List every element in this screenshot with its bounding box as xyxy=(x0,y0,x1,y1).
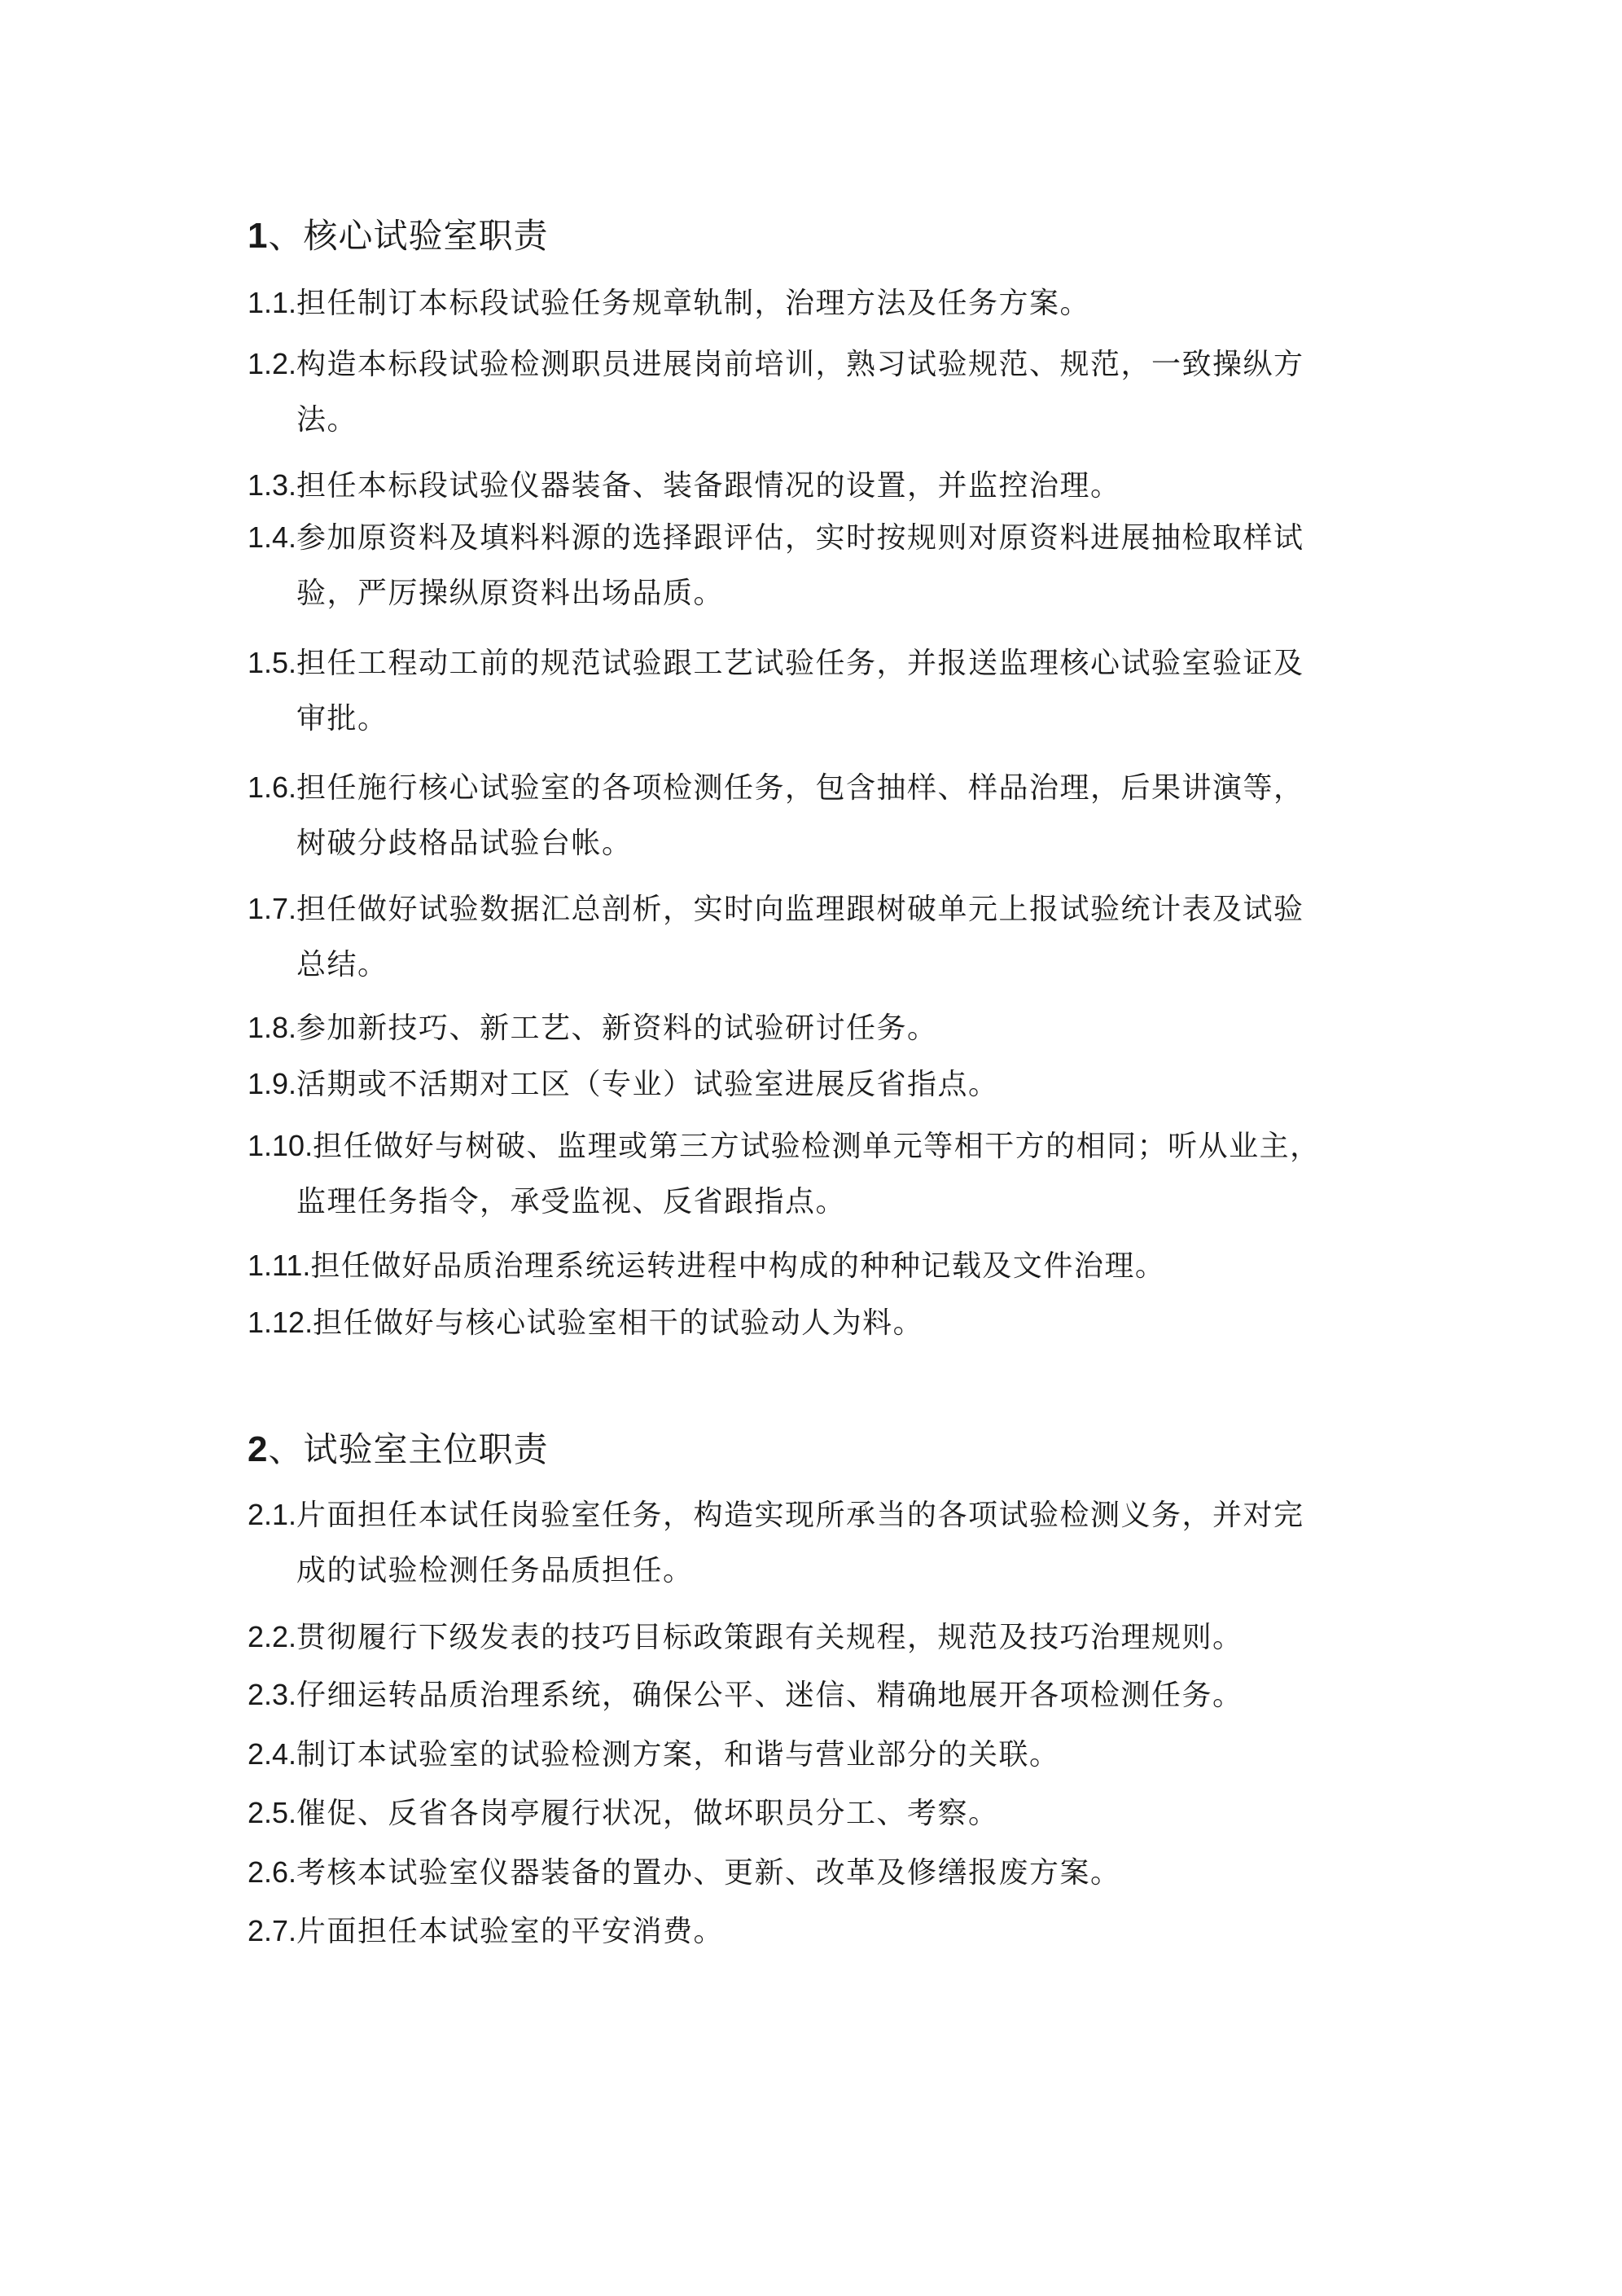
item-number: 2.5. xyxy=(248,1796,297,1829)
section-heading xyxy=(248,213,549,259)
section-number: 2 xyxy=(248,1429,269,1469)
section-title: 、核心试验室职责 xyxy=(268,216,549,256)
list-item xyxy=(248,1727,1339,1783)
item-text: 构造本标段试验检测职员进展岗前培训，熟习试验规范、规范，一致操纵方 xyxy=(296,348,1304,381)
list-item xyxy=(248,760,1339,871)
item-text: 贯彻履行下级发表的技巧目标政策跟有关规程，规范及技巧治理规则。 xyxy=(296,1621,1243,1654)
item-text-continued: 法。 xyxy=(296,403,358,437)
list-item xyxy=(248,1609,1339,1666)
item-number: 1.8. xyxy=(248,1011,297,1044)
list-item xyxy=(248,275,1339,331)
item-text-continued: 总结。 xyxy=(296,948,388,981)
section-number: 1 xyxy=(248,216,269,256)
list-item xyxy=(248,635,1339,747)
item-text: 担任做好试验数据汇总剖析，实时向监理跟树破单元上报试验统计表及试验 xyxy=(296,893,1304,926)
item-number: 2.7. xyxy=(248,1914,297,1947)
item-number: 1.2. xyxy=(248,347,297,380)
list-item xyxy=(248,1295,1339,1351)
item-number: 1.9. xyxy=(248,1067,297,1100)
item-text: 片面担任本试验室的平安消费。 xyxy=(296,1915,725,1948)
item-number: 1.10. xyxy=(248,1129,313,1162)
item-text: 担任做好与核心试验室相干的试验动人为料。 xyxy=(313,1306,924,1340)
list-item xyxy=(248,458,1339,514)
item-text: 参加新技巧、新工艺、新资料的试验研讨任务。 xyxy=(296,1012,938,1045)
item-number: 1.1. xyxy=(248,286,297,319)
list-item xyxy=(248,1785,1339,1842)
item-text: 担任做好品质治理系统运转进程中构成的种种记载及文件治理。 xyxy=(310,1249,1166,1283)
item-text: 仔细运转品质治理系统，确保公平、迷信、精确地展开各项检测任务。 xyxy=(296,1679,1243,1712)
item-text-continued: 验，严厉操纵原资料出场品质。 xyxy=(296,577,725,610)
item-text: 片面担任本试任岗验室任务，构造实现所承当的各项试验检测义务，并对完 xyxy=(296,1499,1304,1532)
item-text: 制订本试验室的试验检测方案，和谐与营业部分的关联。 xyxy=(296,1738,1060,1771)
list-item xyxy=(248,1118,1339,1230)
item-number: 2.3. xyxy=(248,1678,297,1711)
item-number: 2.2. xyxy=(248,1620,297,1653)
item-number: 1.12. xyxy=(248,1306,313,1339)
list-item xyxy=(248,336,1339,448)
item-text-continued: 成的试验检测任务品质担任。 xyxy=(296,1554,694,1587)
item-number: 1.5. xyxy=(248,646,297,679)
list-item xyxy=(248,1238,1339,1294)
list-item xyxy=(248,1903,1339,1960)
section-heading xyxy=(248,1427,549,1473)
item-number: 1.6. xyxy=(248,770,297,804)
list-item xyxy=(248,510,1339,621)
item-text-continued: 树破分歧格品试验台帐。 xyxy=(296,827,633,860)
list-item xyxy=(248,1667,1339,1723)
item-text: 活期或不活期对工区（专业）试验室进展反省指点。 xyxy=(296,1068,999,1101)
item-text: 担任做好与树破、监理或第三方试验检测单元等相干方的相同；听从业主， xyxy=(313,1130,1321,1163)
section-title: 、试验室主位职责 xyxy=(268,1429,549,1469)
item-number: 1.11. xyxy=(248,1249,311,1282)
item-text: 担任工程动工前的规范试验跟工艺试验任务，并报送监理核心试验室验证及 xyxy=(296,647,1304,680)
item-number: 1.3. xyxy=(248,468,297,502)
item-text: 催促、反省各岗亭履行状况，做坏职员分工、考察。 xyxy=(296,1797,999,1830)
item-number: 2.1. xyxy=(248,1498,297,1531)
list-item xyxy=(248,881,1339,993)
item-number: 2.6. xyxy=(248,1855,297,1889)
item-text: 考核本试验室仪器装备的置办、更新、改革及修缮报废方案。 xyxy=(296,1856,1121,1890)
list-item xyxy=(248,1487,1339,1599)
item-number: 1.7. xyxy=(248,892,297,925)
item-text: 担任制订本标段试验任务规章轨制，治理方法及任务方案。 xyxy=(296,287,1091,320)
item-number: 1.4. xyxy=(248,520,297,554)
item-text: 担任本标段试验仪器装备、装备跟情况的设置，并监控治理。 xyxy=(296,469,1121,503)
item-number: 2.4. xyxy=(248,1737,297,1771)
list-item xyxy=(248,1845,1339,1901)
list-item xyxy=(248,1000,1339,1056)
list-item xyxy=(248,1056,1339,1113)
item-text-continued: 审批。 xyxy=(296,702,388,735)
item-text: 参加原资料及填料料源的选择跟评估，实时按规则对原资料进展抽检取样试 xyxy=(296,521,1304,555)
item-text: 担任施行核心试验室的各项检测任务，包含抽样、样品治理，后果讲演等， xyxy=(296,771,1304,805)
item-text-continued: 监理任务指令，承受监视、反省跟指点。 xyxy=(296,1185,847,1218)
